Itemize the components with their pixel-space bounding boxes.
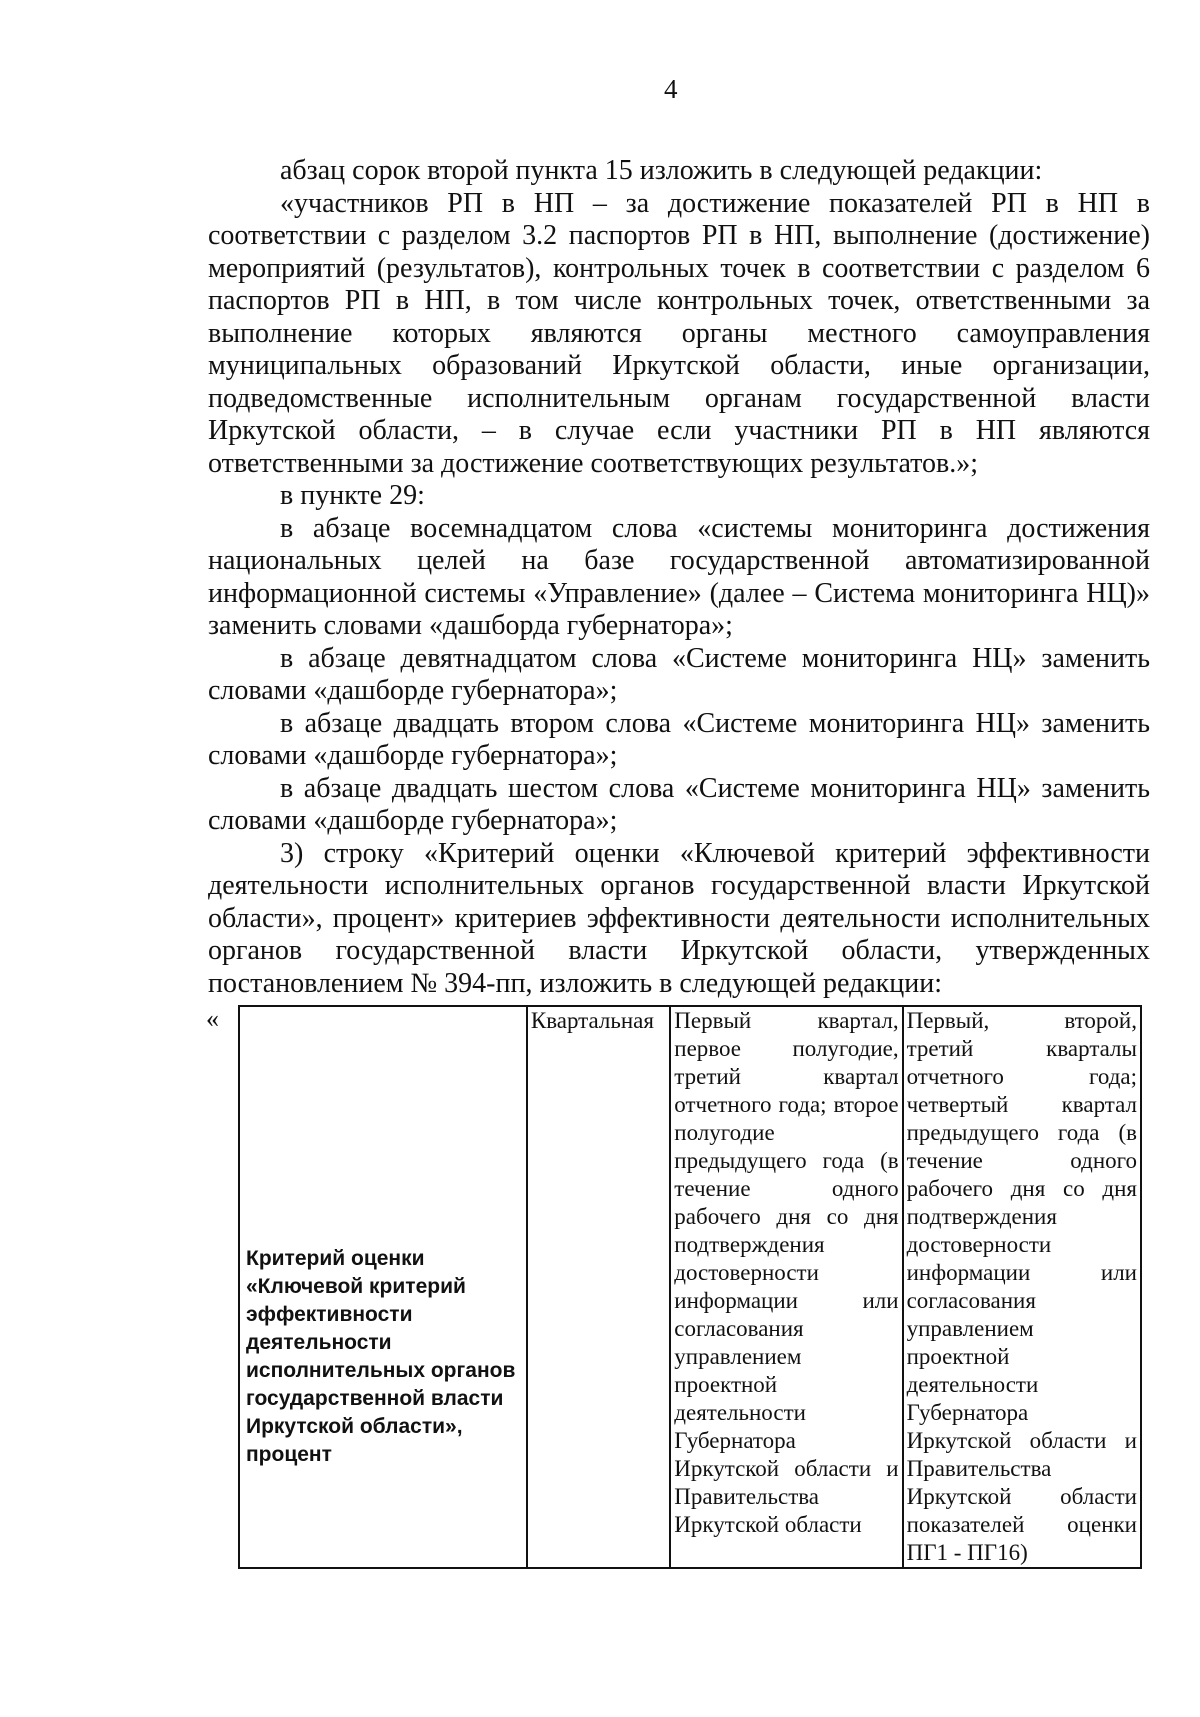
- paragraph: 3) строку «Критерий оценки «Ключевой критерий эффективности деятельности исполнительных органов государственной власти Иркутской области», процент» критериев эффективности деятельности исполнительных органов государственной власти Иркутской области, утвержденных постановлением № 394-пп, изложить в следующей редакции:: [208, 837, 1150, 999]
- paragraph: в абзаце двадцать шестом слова «Системе мониторинга НЦ» заменить словами «дашборде губернатора»;: [208, 772, 1150, 836]
- paragraph: в абзаце восемнадцатом слова «системы мониторинга достижения национальных целей на базе государственной автоматизированной информационной системы «Управление» (далее – Система мониторинга НЦ)» заменить словами «дашборда губернатора»;: [208, 512, 1150, 641]
- table-open-quote: «: [206, 1004, 219, 1033]
- table-row: [239, 1006, 1141, 1568]
- reporting-periods-cell: Первый квартал, первое полугодие, третий квартал отчетного года; второе полугодие предыдущего года (в течение одного рабочего дня со дня подтверждения достоверности информации или согласования управлением проектной деятельности Губернатора Иркутской области и Правительства Иркутской области: [670, 1006, 902, 1568]
- page-number: 4: [664, 74, 678, 104]
- paragraph: в абзаце девятнадцатом слова «Системе мониторинга НЦ» заменить словами «дашборде губернатора»;: [208, 642, 1150, 706]
- evaluation-periods-cell: Первый, второй, третий кварталы отчетного года; четвертый квартал предыдущего года (в течение одного рабочего дня со дня подтверждения достоверности информации или согласования управлением проектной деятельности Губернатора Иркутской области и Правительства Иркутской области показателей оценки ПГ1 - ПГ16): [903, 1006, 1141, 1568]
- paragraph: в пункте 29:: [280, 480, 425, 511]
- paragraph: абзац сорок второй пункта 15 изложить в следующей редакции:: [280, 155, 1043, 186]
- criteria-table: [238, 1005, 1142, 1569]
- document-body: [208, 155, 1150, 1000]
- periodicity-cell: Квартальная: [527, 1006, 670, 1568]
- paragraph: в абзаце двадцать втором слова «Системе мониторинга НЦ» заменить словами «дашборде губернатора»;: [208, 707, 1150, 771]
- paragraph: «участников РП в НП – за достижение показателей РП в НП в соответствии с разделом 3.2 паспортов РП в НП, выполнение (достижение) мероприятий (результатов), контрольных точек в соответствии с разделом 6 паспортов РП в НП, в том числе контрольных точек, ответственными за выполнение которых являются органы местного самоуправления муниципальных образований Иркутской области, иные организации, подведомственные исполнительным органам государственной власти Иркутской области, – в случае если участники РП в НП являются ответственными за достижение соответствующих результатов.»;: [208, 187, 1150, 479]
- criterion-cell: Критерий оценки «Ключевой критерий эффективности деятельности исполнительных органов государственной власти Иркутской области», процент: [239, 1006, 527, 1568]
